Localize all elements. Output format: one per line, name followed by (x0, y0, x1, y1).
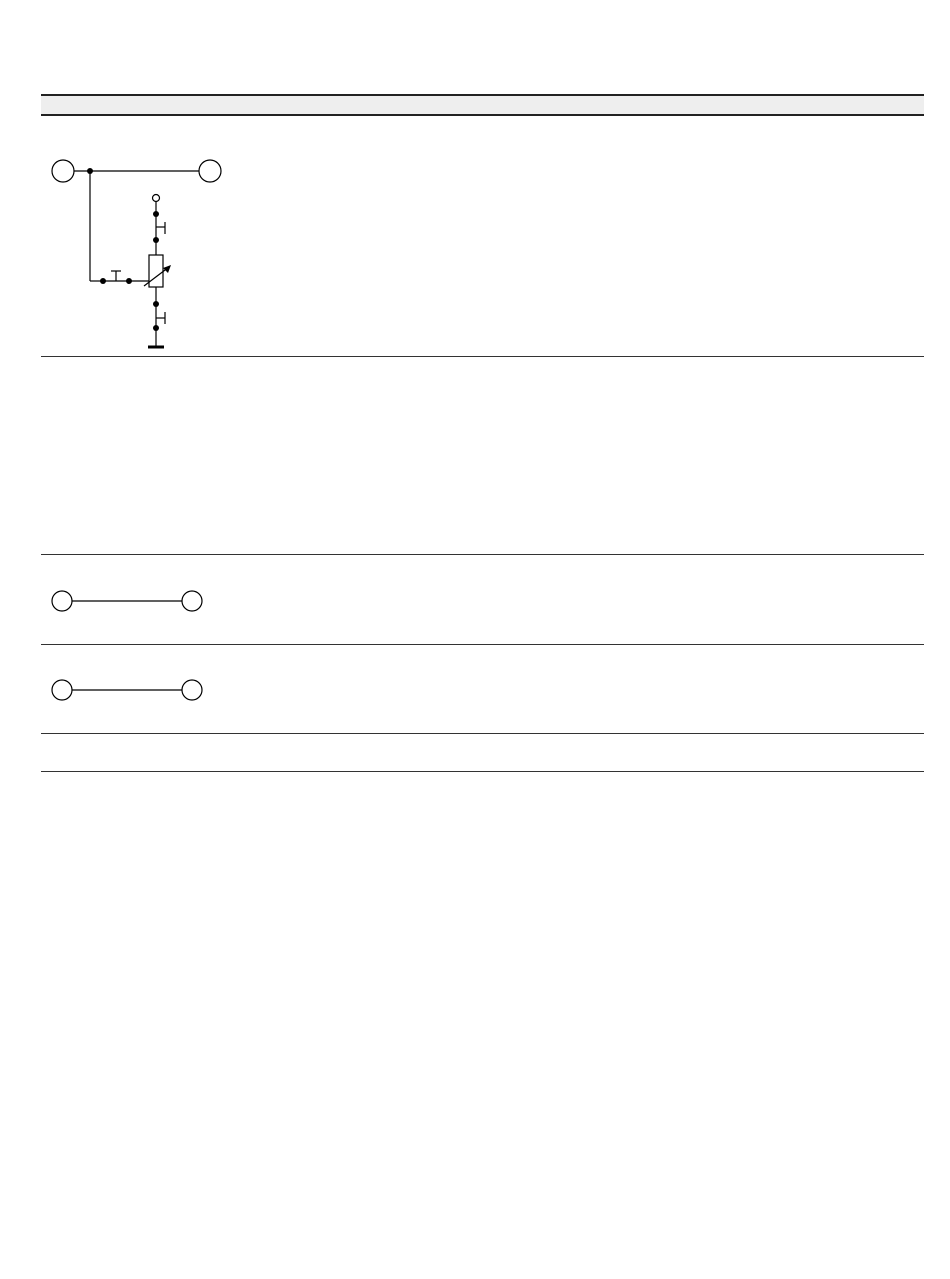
two-terminal-link-diagram (41, 555, 241, 644)
junction-dot (153, 237, 159, 243)
table-header (41, 94, 924, 116)
junction-dot (126, 278, 132, 284)
header-cell-diagram (41, 96, 233, 114)
table-row (41, 118, 924, 356)
junction-dot (153, 211, 159, 217)
terminal-left-icon (52, 680, 72, 700)
resistor-icon (149, 255, 163, 287)
table-bottom-rule (41, 771, 924, 772)
table-row (41, 645, 924, 733)
terminal-right-icon (182, 591, 202, 611)
header-cell-description (233, 96, 924, 114)
potentiometer-circuit-diagram (41, 118, 241, 356)
table-row (41, 357, 924, 554)
two-terminal-link-diagram (41, 645, 241, 733)
table-row (41, 555, 924, 644)
terminal-left-icon (52, 160, 74, 182)
table-row (41, 734, 924, 771)
terminal-right-icon (199, 160, 221, 182)
junction-dot (153, 325, 159, 331)
junction-dot (100, 278, 106, 284)
open-terminal-icon (153, 195, 160, 202)
terminal-right-icon (182, 680, 202, 700)
junction-dot (87, 168, 93, 174)
junction-dot (153, 301, 159, 307)
arrow-head-icon (163, 265, 171, 273)
terminal-left-icon (52, 591, 72, 611)
